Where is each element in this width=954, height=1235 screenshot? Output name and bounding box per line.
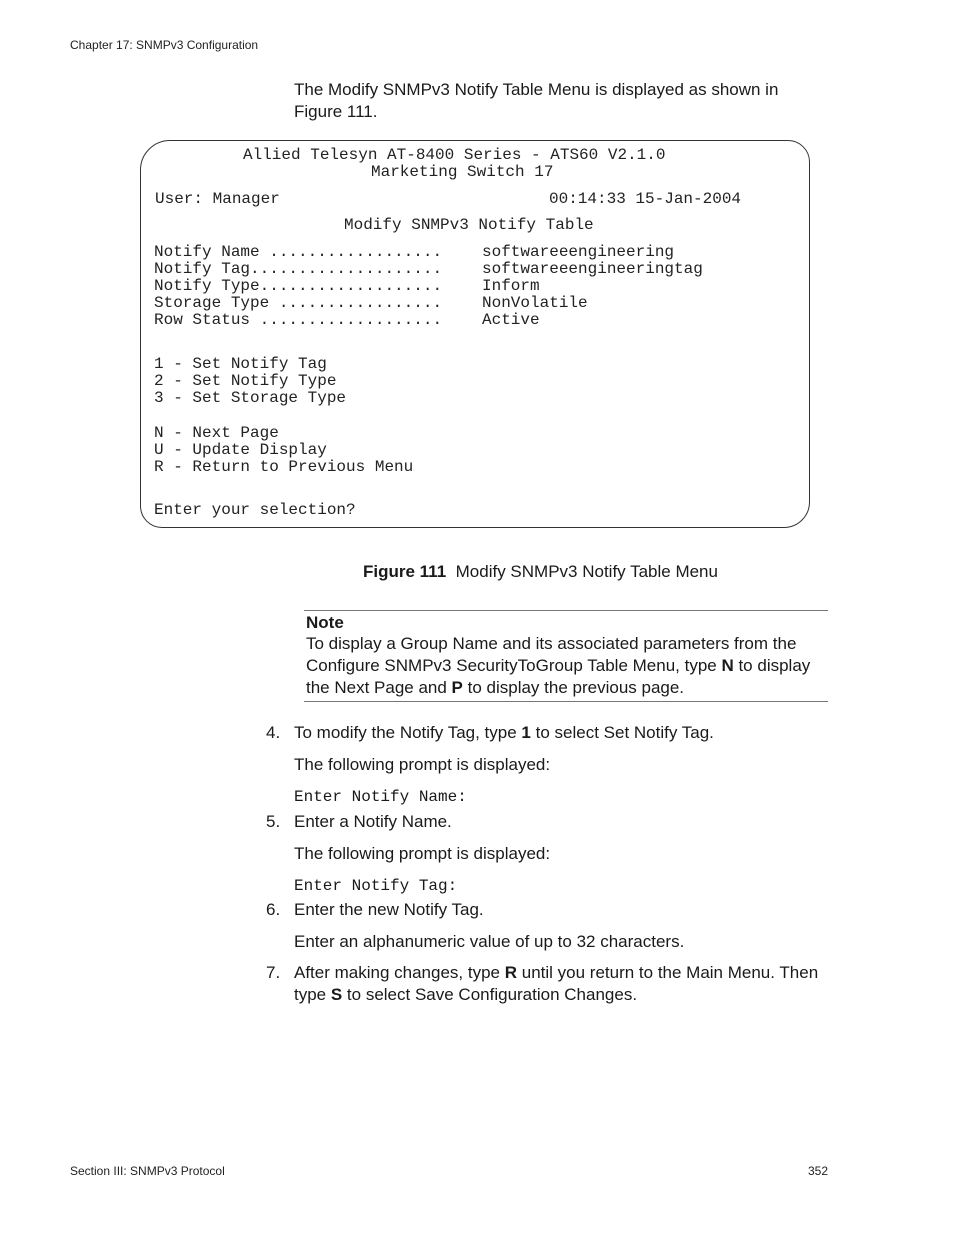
menu-option-next-page: N - Next Page (154, 424, 279, 442)
terminal-switch-name: Marketing Switch 17 (371, 163, 554, 181)
step-6-text: Enter the new Notify Tag. (294, 900, 484, 919)
field-value-notify-tag: softwareeengineeringtag (482, 260, 703, 278)
step-7-line-2: type S to select Save Configuration Changes. (294, 985, 638, 1004)
field-label-row-status: Row Status ................... (154, 311, 443, 329)
field-label-notify-name: Notify Name .................. (154, 243, 443, 261)
step-4-follow: The following prompt is displayed: (294, 755, 551, 774)
step-number: 6. (266, 900, 281, 919)
field-value-notify-type: Inform (482, 277, 540, 295)
menu-option-update-display: U - Update Display (154, 441, 327, 459)
menu-option-set-notify-type: 2 - Set Notify Type (154, 372, 337, 390)
prompt-enter-notify-tag: Enter Notify Tag: (294, 877, 458, 895)
field-value-notify-name: softwareeengineering (482, 243, 675, 261)
prompt-enter-notify-name: Enter Notify Name: (294, 788, 467, 806)
step-number: 4. (266, 723, 281, 742)
terminal-menu-title: Modify SNMPv3 Notify Table (344, 216, 594, 234)
step-6-follow: Enter an alphanumeric value of up to 32 characters. (294, 932, 685, 951)
intro-line-2: Figure 111. (294, 102, 378, 121)
intro-line-1: The Modify SNMPv3 Notify Table Menu is displayed as shown in (294, 80, 779, 99)
note-line-1: To display a Group Name and its associated parameters from the (306, 634, 797, 653)
terminal-datetime: 00:14:33 15-Jan-2004 (549, 190, 742, 208)
running-header: Chapter 17: SNMPv3 Configuration (70, 38, 259, 52)
note-line-2: Configure SNMPv3 SecurityToGroup Table Menu, type N to display (306, 656, 811, 675)
menu-option-return: R - Return to Previous Menu (154, 458, 414, 476)
key-n: N (721, 656, 734, 675)
step-number: 7. (266, 963, 281, 982)
figure-caption (363, 562, 718, 582)
figure-caption-text: Modify SNMPv3 Notify Table Menu (455, 562, 718, 581)
key-p: P (451, 678, 463, 697)
terminal-user: User: Manager (155, 190, 280, 208)
step-7-line-1: After making changes, type R until you return to the Main Menu. Then (294, 963, 819, 982)
menu-option-set-storage-type: 3 - Set Storage Type (154, 389, 347, 407)
footer-section: Section III: SNMPv3 Protocol (70, 1164, 225, 1178)
figure-caption-label: Figure 111 (363, 562, 447, 581)
field-label-storage-type: Storage Type ................. (154, 294, 443, 312)
field-label-notify-tag: Notify Tag.................... (154, 260, 443, 278)
key-1: 1 (521, 723, 531, 742)
note-title: Note (306, 613, 344, 632)
step-5-follow: The following prompt is displayed: (294, 844, 551, 863)
field-value-storage-type: NonVolatile (482, 294, 588, 312)
step-4-text: To modify the Notify Tag, type 1 to select Set Notify Tag. (294, 723, 714, 742)
key-r: R (504, 963, 518, 982)
note-line-3: the Next Page and P to display the previous page. (306, 678, 685, 697)
terminal-prompt: Enter your selection? (154, 501, 356, 519)
field-value-row-status: Active (482, 311, 540, 329)
note-text (306, 633, 830, 699)
note-box (304, 610, 828, 702)
key-s: S (330, 985, 343, 1004)
page-number: 352 (808, 1164, 829, 1178)
step-5-text: Enter a Notify Name. (294, 812, 452, 831)
terminal-product-line: Allied Telesyn AT-8400 Series - ATS60 V2.1.0 (243, 146, 666, 164)
step-number: 5. (266, 812, 281, 831)
menu-option-set-notify-tag: 1 - Set Notify Tag (154, 355, 327, 373)
field-label-notify-type: Notify Type................... (154, 277, 443, 295)
